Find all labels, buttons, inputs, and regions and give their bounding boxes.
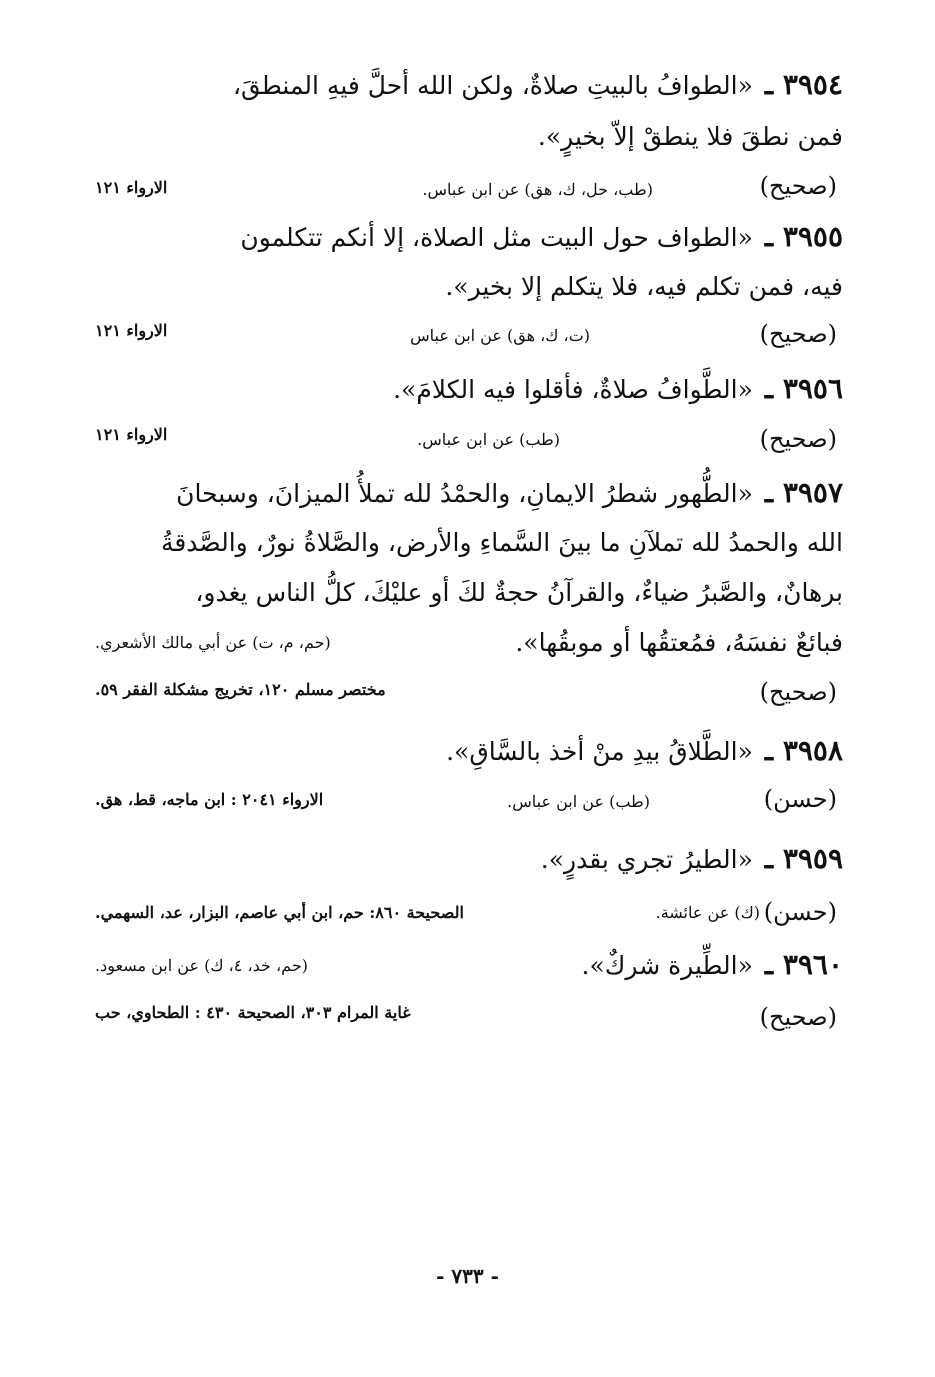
- hadith-number: ٣٩٥٨ ـ: [764, 734, 843, 767]
- grade-label: (صحيح): [759, 320, 837, 348]
- hadith-number: ٣٩٥٧ ـ: [764, 476, 843, 509]
- hadith-3956-line-1: [393, 372, 843, 405]
- source-text: (طب) عن ابن عباس.: [507, 792, 650, 811]
- hadith-3960-line-1: [582, 948, 843, 981]
- source-text: (حم، م، ت) عن أبي مالك الأشعري.: [95, 633, 331, 652]
- source-text: (ك) عن عائشة.: [655, 903, 760, 922]
- source-text: (حم، خد، ٤، ك) عن ابن مسعود.: [95, 956, 308, 975]
- reference-text: الارواء ١٢١: [95, 425, 168, 444]
- hadith-number: ٣٩٥٤ ـ: [764, 68, 843, 101]
- hadith-text: «الطَّوافُ صلاةٌ، فأقلوا فيه الكلامَ».: [393, 375, 753, 404]
- reference-text: الارواء ٢٠٤١ : ابن ماجه، قط، هق.: [95, 790, 324, 809]
- hadith-text: «الطوافُ بالبيتِ صلاةٌ، ولكن الله أحلَّ فيهِ المنطقَ،: [232, 71, 753, 100]
- hadith-text: «الطيرُ تجري بقدرٍ».: [540, 845, 753, 874]
- reference-text: الارواء ١٢١: [95, 321, 168, 340]
- hadith-number: ٣٩٥٦ ـ: [764, 372, 843, 405]
- hadith-text: «الطُّهور شطرُ الايمانِ، والحمْدُ لله تملأُ الميزانَ، وسبحانَ: [176, 479, 753, 508]
- hadith-3954-line-1: [233, 68, 843, 101]
- hadith-3957-line-4: فبائعٌ نفسَهُ، فمُعتقُها أو موبقُها».: [515, 628, 843, 657]
- hadith-3959-line-1: [541, 842, 843, 875]
- reference-text: الارواء ١٢١: [95, 178, 168, 197]
- hadith-text: «الطواف حول البيت مثل الصلاة، إلا أنكم تتكلمون: [240, 223, 753, 252]
- grade-label: (صحيح): [759, 425, 837, 453]
- source-text: (طب) عن ابن عباس.: [417, 430, 560, 449]
- hadith-3955-line-1: [240, 220, 843, 253]
- reference-text: الصحيحة ٨٦٠: حم، ابن أبي عاصم، البزار، عد، السهمي.: [95, 903, 464, 922]
- hadith-3958-line-1: [446, 734, 843, 767]
- hadith-3957-line-2: الله والحمدُ لله تملآنِ ما بينَ السَّماءِ والأرض، والصَّلاةُ نورٌ، والصَّدقةُ: [160, 528, 843, 557]
- grade-label: (حسن): [763, 785, 837, 813]
- hadith-text: «الطِّيرة شركٌ».: [581, 951, 753, 980]
- hadith-3954-line-2: فمن نطقَ فلا ينطقْ إلاّ بخيرٍ».: [537, 122, 843, 151]
- hadith-3955-line-2: فيه، فمن تكلم فيه، فلا يتكلم إلا بخير».: [445, 272, 843, 301]
- grade-label: (صحيح): [759, 1003, 837, 1031]
- source-text: (طب، حل، ك، هق) عن ابن عباس.: [422, 180, 653, 199]
- hadith-number: ٣٩٥٥ ـ: [764, 220, 843, 253]
- grade-label: (حسن): [763, 898, 837, 926]
- reference-text: غاية المرام ٣٠٣، الصحيحة ٤٣٠ : الطحاوي، حب: [95, 1003, 411, 1022]
- hadith-number: ٣٩٦٠ ـ: [764, 948, 843, 981]
- hadith-number: ٣٩٥٩ ـ: [764, 842, 843, 875]
- page-number: - ٧٣٣ -: [436, 1264, 499, 1288]
- grade-label: (صحيح): [759, 678, 837, 706]
- reference-text: مختصر مسلم ١٢٠، تخريج مشكلة الفقر ٥٩.: [95, 680, 386, 699]
- grade-label: (صحيح): [759, 172, 837, 200]
- source-text: (ت، ك، هق) عن ابن عباس: [410, 326, 590, 345]
- hadith-3957-line-1: [176, 476, 843, 509]
- hadith-text: «الطَّلاقُ بيدِ منْ أخذ بالسَّاقِ».: [446, 737, 753, 766]
- hadith-3957-line-3: برهانٌ، والصَّبرُ ضياءٌ، والقرآنُ حجةٌ لكَ أو عليْكَ، كلُّ الناس يغدو،: [195, 578, 843, 607]
